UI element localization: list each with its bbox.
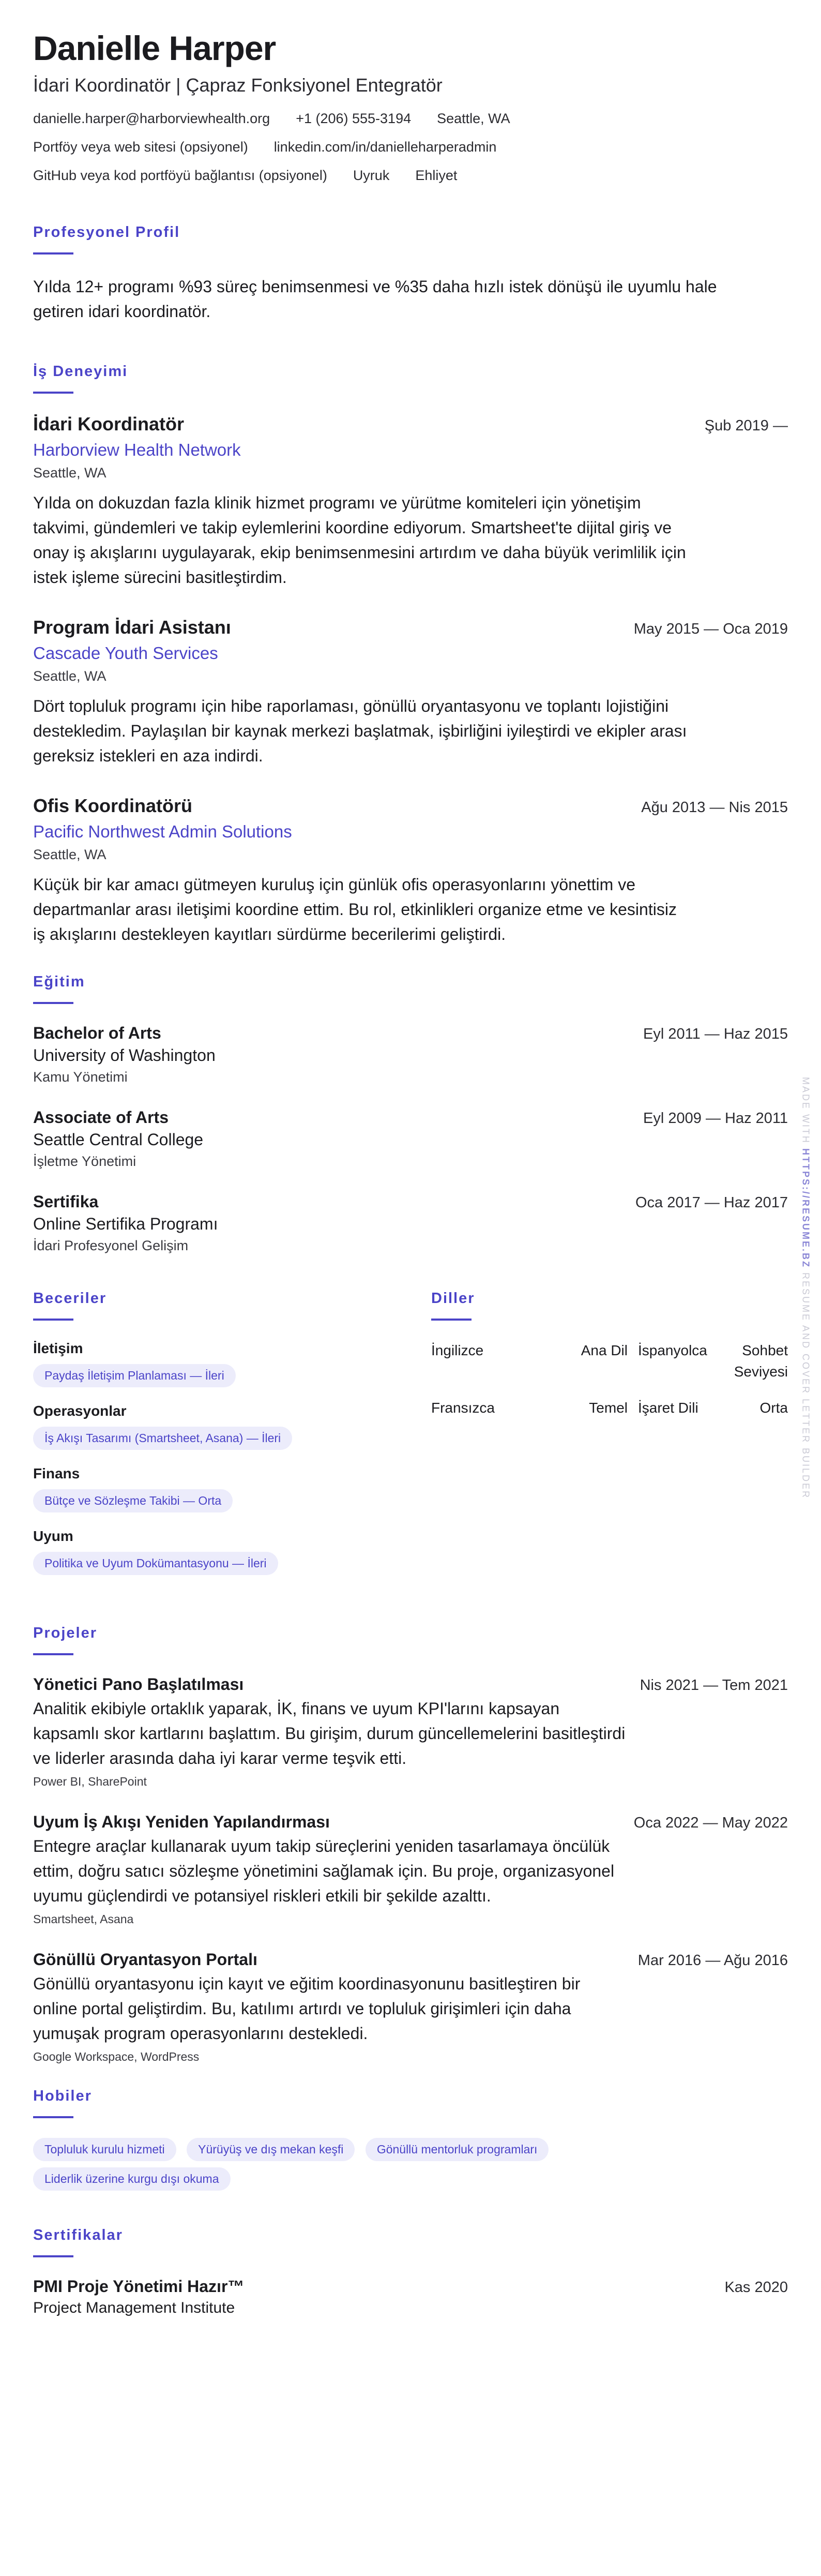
language-level: Sohbet Seviyesi [734, 1342, 788, 1380]
contact-phone[interactable]: +1 (206) 555-3194 [296, 110, 412, 126]
field-of-study: Kamu Yönetimi [33, 1069, 128, 1085]
job-company: Pacific Northwest Admin Solutions [33, 822, 292, 842]
section-divider [33, 252, 73, 254]
project-description: Gönüllü oryantasyonu için kayıt ve eğitim koordinasyonunu basitleştiren bir online portal geliştirdim. Bu, katılımı artırdı ve topluluk girişimleri için daha yumuşak program operasyonlarını destekledi. [33, 1974, 581, 2043]
watermark-prefix: MADE WITH [800, 1076, 811, 1144]
education-section [33, 974, 788, 1254]
job-company: Cascade Youth Services [33, 643, 218, 663]
experience-entry [33, 617, 788, 768]
project-name: Gönüllü Oryantasyon Portalı [33, 1950, 257, 1969]
projects-section [33, 1625, 788, 2064]
project-name: Uyum İş Akışı Yeniden Yapılandırması [33, 1813, 330, 1832]
job-description: Dört topluluk programı için hibe raporlaması, gönüllü oryantasyonu ve toplantı lojistiğini destekledim. Paylaşılan bir kaynak merkezi başlatmak, işbirliğini iyileştirdi ve ekipler arası gereksiz istekleri en aza indirdi. [33, 697, 687, 766]
section-title-certifications: Sertifikalar [33, 2227, 123, 2244]
project-dates: Oca 2022 — May 2022 [633, 1815, 788, 1832]
section-title-experience: İş Deneyimi [33, 363, 128, 380]
section-title-profile: Profesyonel Profil [33, 224, 180, 241]
language-level: Orta [759, 1400, 788, 1416]
school-name: Online Sertifika Programı [33, 1215, 218, 1234]
job-title: Ofis Koordinatörü [33, 795, 192, 817]
candidate-name: Danielle Harper [33, 29, 276, 67]
job-location: Seattle, WA [33, 847, 107, 863]
job-description: Yılda on dokuzdan fazla klinik hizmet programı ve yürütme komiteleri için yönetişim takvimi, gündemleri ve takip eylemlerini koordine ediyorum. Smartsheet'te dijital giriş ve onay iş akışlarını uygulayarak, ekip benimsenmesini artırdım ve daha büyük verimlilik için istek işleme sürecini basitleştirdim. [33, 493, 686, 587]
experience-section [33, 363, 788, 947]
certification-date: Kas 2020 [724, 2279, 788, 2296]
hobby-chip: Liderlik üzerine kurgu dışı okuma [33, 2167, 231, 2191]
project-dates: Nis 2021 — Tem 2021 [640, 1677, 788, 1694]
hobby-chip: Gönüllü mentorluk programları [366, 2138, 549, 2161]
degree-title: Associate of Arts [33, 1108, 169, 1127]
section-divider [33, 2116, 73, 2118]
experience-entry [33, 413, 788, 590]
contact-row-primary [33, 110, 788, 128]
skill-category: Finans [33, 1465, 80, 1482]
project-entry [33, 1675, 788, 1789]
resume-page [33, 29, 788, 2344]
section-title-education: Eğitim [33, 974, 85, 991]
skill-chip: İş Akışı Tasarımı (Smartsheet, Asana) — İleri [33, 1427, 292, 1450]
skill-category: Uyum [33, 1528, 73, 1545]
education-dates: Eyl 2009 — Haz 2011 [643, 1110, 788, 1127]
section-divider [33, 1319, 73, 1321]
language-name: İspanyolca [638, 1342, 707, 1359]
job-location: Seattle, WA [33, 465, 107, 481]
skill-category: İletişim [33, 1340, 83, 1357]
field-of-study: İdari Profesyonel Gelişim [33, 1238, 189, 1254]
language-row [431, 1340, 788, 1382]
skill-group [33, 1528, 431, 1575]
language-row [431, 1398, 788, 1419]
profile-section [33, 224, 788, 324]
watermark-link[interactable]: HTTPS://RESUME.BZ [800, 1148, 811, 1268]
job-description: Küçük bir kar amacı gütmeyen kuruluş için günlük ofis operasyonlarını yönettim ve departmanlar arası iletişimi koordine ettim. Bu rol, etkinlikleri organize etme ve kesintisiz iş akışlarını destekleyen kayıtları sürdürme becerilerimi geliştirdi. [33, 875, 677, 944]
skill-chip: Bütçe ve Sözleşme Takibi — Orta [33, 1489, 233, 1512]
section-title-projects: Projeler [33, 1625, 97, 1642]
language-name: Fransızca [431, 1400, 495, 1416]
contact-github[interactable]: GitHub veya kod portföyü bağlantısı (opsiyonel) [33, 168, 327, 184]
contact-row-links [33, 138, 788, 156]
profile-summary: Yılda 12+ programı %93 süreç benimsenmesi ve %35 daha hızlı istek dönüşü ile uyumlu hale getiren idari koordinatör. [33, 277, 717, 321]
language-level: Temel [589, 1400, 628, 1416]
section-title-skills: Beceriler [33, 1290, 107, 1307]
section-title-languages: Diller [431, 1290, 475, 1307]
degree-title: Bachelor of Arts [33, 1024, 161, 1043]
skill-category: Operasyonlar [33, 1403, 127, 1419]
section-divider [33, 2255, 73, 2257]
section-divider [33, 392, 73, 394]
resume-header [33, 29, 788, 185]
skills-languages-row [33, 1290, 788, 1591]
degree-title: Sertifika [33, 1192, 99, 1211]
job-dates: Şub 2019 — [704, 417, 788, 435]
section-divider [431, 1319, 472, 1321]
language-name: İngilizce [431, 1342, 484, 1359]
certification-entry [33, 2277, 788, 2317]
hobbies-section [33, 2088, 788, 2191]
job-company: Harborview Health Network [33, 440, 241, 460]
contact-nationality: Uyruk [353, 168, 390, 184]
education-dates: Eyl 2011 — Haz 2015 [643, 1026, 788, 1043]
education-entry [33, 1024, 788, 1085]
hobby-list [33, 2132, 653, 2191]
school-name: Seattle Central College [33, 1130, 204, 1149]
field-of-study: İşletme Yönetimi [33, 1154, 136, 1170]
job-location: Seattle, WA [33, 668, 107, 684]
school-name: University of Washington [33, 1046, 216, 1065]
section-divider [33, 1002, 73, 1004]
education-entry [33, 1192, 788, 1254]
project-tools: Smartsheet, Asana [33, 1912, 134, 1926]
project-tools: Power BI, SharePoint [33, 1775, 147, 1789]
skill-group [33, 1340, 431, 1387]
hobby-chip: Yürüyüş ve dış mekan keşfi [187, 2138, 355, 2161]
education-dates: Oca 2017 — Haz 2017 [635, 1194, 788, 1211]
project-tools: Google Workspace, WordPress [33, 2050, 200, 2064]
candidate-headline: İdari Koordinatör | Çapraz Fonksiyonel Entegratör [33, 74, 443, 96]
skill-group [33, 1403, 431, 1450]
contact-email[interactable]: danielle.harper@harborviewhealth.org [33, 110, 270, 126]
skill-group [33, 1465, 431, 1512]
contact-location: Seattle, WA [437, 110, 510, 126]
project-entry [33, 1950, 788, 2064]
skills-section [33, 1290, 431, 1591]
contact-license: Ehliyet [415, 168, 458, 184]
builder-watermark [800, 1077, 811, 1499]
hobby-chip: Topluluk kurulu hizmeti [33, 2138, 176, 2161]
section-title-hobbies: Hobiler [33, 2088, 92, 2105]
job-title: Program İdari Asistanı [33, 617, 231, 638]
certifications-section [33, 2227, 788, 2317]
section-divider [33, 1653, 73, 1655]
skill-chip: Politika ve Uyum Dokümantasyonu — İleri [33, 1552, 278, 1575]
contact-website[interactable]: Portföy veya web sitesi (opsiyonel) [33, 139, 248, 155]
project-description: Analitik ekibiyle ortaklık yaparak, İK, finans ve uyum KPI'larını kapsayan kapsamlı skor kartlarını başlattım. Bu girişim, durum güncellemelerini basitleştirdi ve liderler arasında daha iyi karar verme teşvik etti. [33, 1699, 626, 1768]
job-title: İdari Koordinatör [33, 413, 185, 435]
contact-row-extra [33, 167, 788, 185]
watermark-suffix: RESUME AND COVER LETTER BUILDER [800, 1272, 811, 1500]
skill-chip: Paydaş İletişim Planlaması — İleri [33, 1364, 236, 1387]
education-entry [33, 1108, 788, 1170]
project-name: Yönetici Pano Başlatılması [33, 1675, 244, 1694]
project-description: Entegre araçlar kullanarak uyum takip süreçlerini yeniden tasarlamaya öncülük ettim, doğru satıcı sözleşme yönetimini sağlamak için. Bu proje, organizasyonel uyumu güçlendirdi ve potansiyel riskleri etkili bir şekilde azalttı. [33, 1837, 615, 1906]
language-name: İşaret Dili [638, 1400, 698, 1416]
languages-section [431, 1290, 788, 1591]
job-dates: Ağu 2013 — Nis 2015 [641, 799, 788, 816]
project-entry [33, 1813, 788, 1926]
language-level: Ana Dil [581, 1342, 628, 1359]
certification-name: PMI Proje Yönetimi Hazır™ [33, 2277, 245, 2296]
contact-linkedin[interactable]: linkedin.com/in/danielleharperadmin [273, 139, 497, 155]
certification-issuer: Project Management Institute [33, 2299, 235, 2317]
experience-entry [33, 795, 788, 947]
project-dates: Mar 2016 — Ağu 2016 [637, 1952, 788, 1969]
job-dates: May 2015 — Oca 2019 [633, 621, 788, 638]
